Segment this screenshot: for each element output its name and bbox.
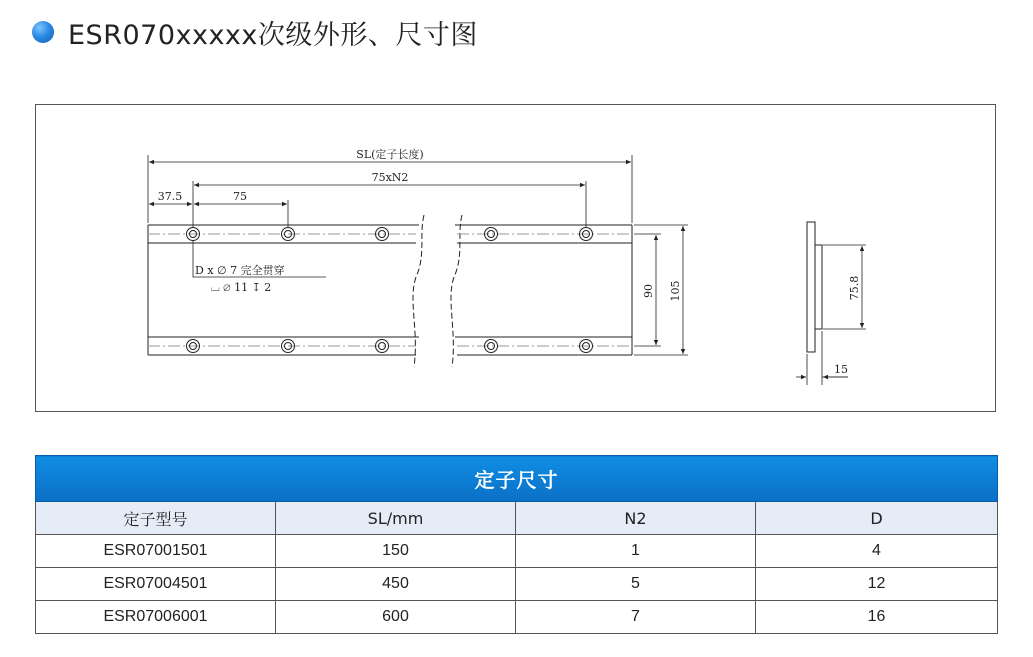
table-row <box>36 568 998 601</box>
cell-sl: 150 <box>276 535 516 568</box>
column-header-n2: N2 <box>516 502 756 535</box>
cell-model: ESR07006001 <box>36 601 276 634</box>
page-header <box>32 14 478 50</box>
table-row <box>36 601 998 634</box>
page-title: ESR070xxxxx次级外形、尺寸图 <box>68 19 478 51</box>
dim-pitch-label: 75 <box>233 190 247 203</box>
dim-height-inner-label: 90 <box>642 284 655 298</box>
dim-height-outer-label: 105 <box>669 280 682 302</box>
hole-note-line2: ⌴ ∅ 11 ↧ 2 <box>211 281 272 294</box>
technical-drawing <box>35 104 996 412</box>
cell-d: 16 <box>756 601 998 634</box>
cell-model: ESR07001501 <box>36 535 276 568</box>
bullet-icon <box>32 21 54 43</box>
side-view <box>807 222 822 352</box>
dim-first-label: 37.5 <box>157 190 183 203</box>
column-header-model: 定子型号 <box>36 502 276 535</box>
cell-d: 4 <box>756 535 998 568</box>
column-header-sl: SL/mm <box>276 502 516 535</box>
table-row <box>36 535 998 568</box>
dim-pitch-total-label: 75xN2 <box>371 171 409 184</box>
side-dim-thickness-label: 15 <box>834 363 848 376</box>
cell-sl: 450 <box>276 568 516 601</box>
side-dim-height-label: 75.8 <box>848 275 861 301</box>
cell-sl: 600 <box>276 601 516 634</box>
cell-model: ESR07004501 <box>36 568 276 601</box>
cell-n2: 7 <box>516 601 756 634</box>
cell-n2: 1 <box>516 535 756 568</box>
table-caption: 定子尺寸 <box>36 456 998 502</box>
top-dimensions <box>148 155 632 227</box>
column-header-d: D <box>756 502 998 535</box>
stator-spec-table <box>35 455 998 634</box>
drawing-svg <box>36 105 997 413</box>
hole-note-line1: D x ∅ 7 完全贯穿 <box>195 264 285 277</box>
cell-n2: 5 <box>516 568 756 601</box>
dim-sl-label: SL(定子长度) <box>356 148 424 161</box>
cell-d: 12 <box>756 568 998 601</box>
